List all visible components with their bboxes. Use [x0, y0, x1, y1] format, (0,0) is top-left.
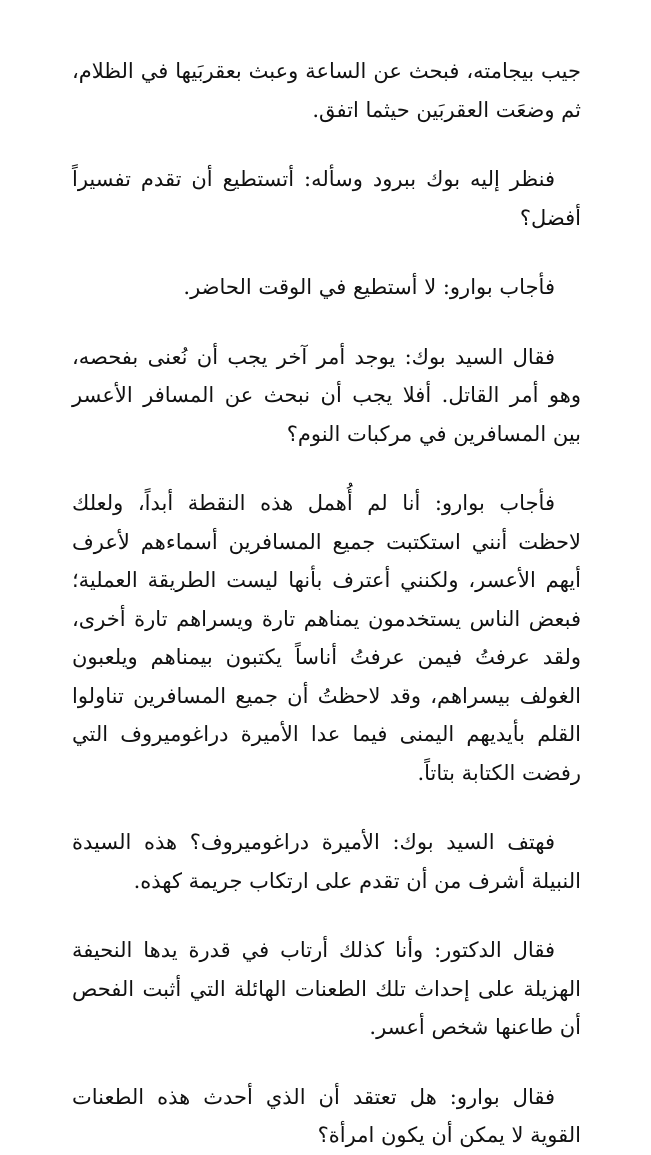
paragraph-3: فأجاب بوارو: لا أستطيع في الوقت الحاضر.: [183, 275, 555, 299]
paragraph-5: فأجاب بوارو: أنا لم أُهمل هذه النقطة أبداً، ولعلك لاحظت أنني استكتبت جميع المسافرين أسماءهم لأعرف أيهم الأعسر، ولكنني أعترف بأنها ليست الطريقة العملية؛ فبعض الناس يستخدمون يمناهم تارة ويسراهم تارة أخرى، ولقد عرفتُ فيمن عرفتُ أناساً يكتبون بيمناهم ويلعبون الغولف بيسراهم، وقد لاحظتُ أن جميع المسافرين تناولوا القلم بأيديهم اليمنى فيما عدا الأميرة دراغوميروف التي رفضت الكتابة بتاتاً.: [72, 491, 581, 785]
paragraph-2: فنظر إليه بوك ببرود وسأله: أتستطيع أن تقدم تفسيراً أفضل؟: [72, 167, 581, 230]
paragraph-7: فقال الدكتور: وأنا كذلك أرتاب في قدرة يدها النحيفة الهزيلة على إحداث تلك الطعنات الهائلة التي أثبت الفحص أن طاعنها شخص أعسر.: [72, 938, 581, 1039]
paragraph-4: فقال السيد بوك: يوجد أمر آخر يجب أن نُعنى بفحصه، وهو أمر القاتل. أفلا يجب أن نبحث عن المسافر الأعسر بين المسافرين في مركبات النوم؟: [72, 344, 581, 446]
paragraph-6: فهتف السيد بوك: الأميرة دراغوميروف؟ هذه السيدة النبيلة أشرف من أن تقدم على ارتكاب جريمة كهذه.: [72, 830, 581, 893]
paragraph-8: فقال بوارو: هل تعتقد أن الذي أحدث هذه الطعنات القوية لا يمكن أن يكون امرأة؟: [72, 1084, 581, 1147]
paragraph-1: جيب بيجامته، فبحث عن الساعة وعبث بعقربَيها في الظلام، ثم وضعَت العقربَين حيثما اتفق.: [72, 59, 581, 122]
